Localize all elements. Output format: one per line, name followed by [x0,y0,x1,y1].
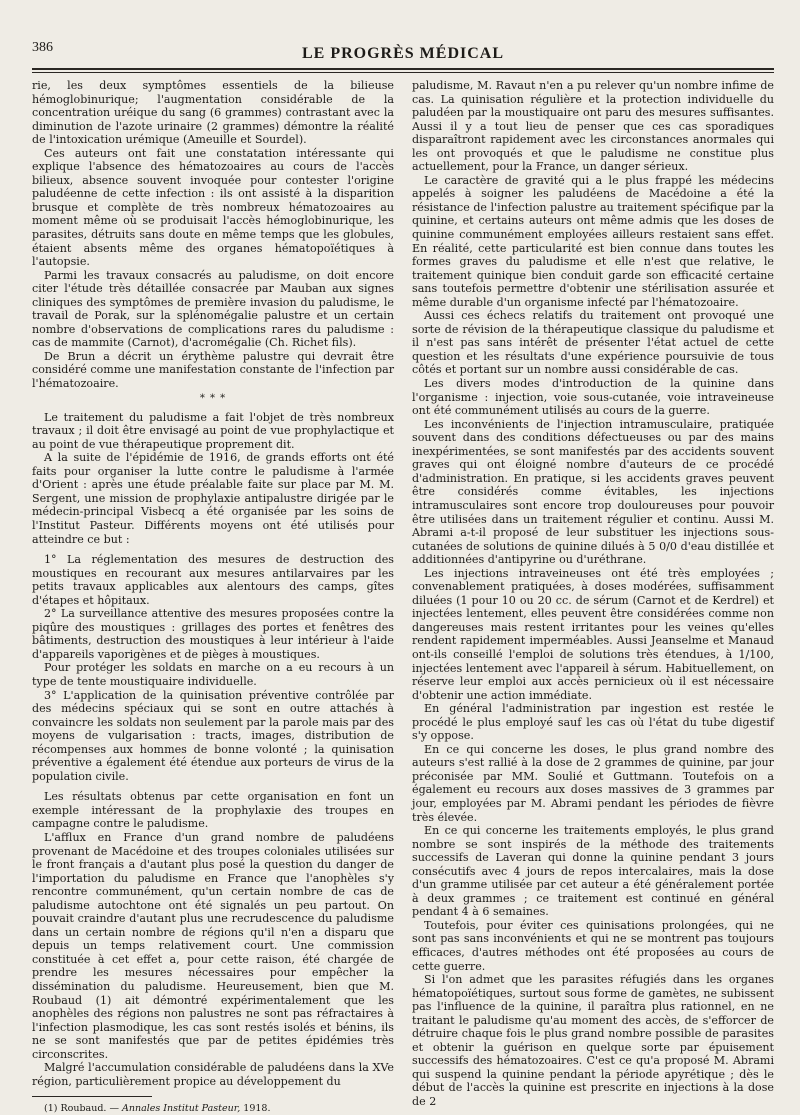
paragraph: Le traitement du paludisme a fait l'objet de très nombreux travaux ; il doit être envisagé au point de vue prophylactique et au point de vue thérapeutique proprement dit. [32,410,394,451]
paragraph: En ce qui concerne les doses, le plus grand nombre des auteurs s'est rallié à la dose de 2 grammes de quinine, par jour préconisée par MM. Soulié et Guttmann. Toutefois on a également eu recours aux doses massives de 3 grammes par jour, employées par M. Abrami pendant les périodes de fièvre très élevée. [412,742,774,824]
paragraph: Le caractère de gravité qui a le plus frappé les médecins appelés à soigner les paludéens de Macédoine a été la résistance de l'infection palustre au traitement spécifique par la quinine, et certains auteurs ont même admis que les doses de quinine communément employées ailleurs restaient sans effet. En réalité, cette particularité est bien connue dans toutes les formes graves du paludisme et elle n'est que relative, le traitement quinique bien conduit garde son efficacité certaine sans toutefois permettre d'obtenir une stérilisation assurée et même durable d'un organisme infecté par l'hématozoaire. [412,173,775,309]
paragraph: Toutefois, pour éviter ces quinisations prolongées, qui ne sont pas sans inconvénients et qui ne se montrent pas toujours efficaces, d'autres méthodes ont été proposées au cours de cette guerre. [412,918,774,973]
footnote-ref: (1) Roubaud. — [44,1103,119,1115]
right-column [412,79,774,1115]
paragraph: 3° L'application de la quinisation préventive contrôlée par des médecins spéciaux qui se sont en outre attachés à convaincre les soldats non seulement par la parole mais par des moyens de vulgarisation : tracts, images, distribution de récompenses aux hommes de bonne volonté ; la quinisation préventive a également été étendue aux porteurs de virus de la population civile. [32,688,394,783]
paragraph: Les résultats obtenus par cette organisation en font un exemple intéressant de la prophylaxie des troupes en campagne contre le paludisme. [32,790,394,831]
page-header [32,40,774,70]
left-column [32,79,394,1115]
footnote-rule [32,1096,152,1097]
paragraph: paludisme, M. Ravaut n'en a pu relever qu'un nombre infime de cas. La quinisation régulière et la protection individuelle du paludéen par la moustiquaire ont paru des mesures suffisantes. Aussi il y a tout lieu de penser que ces cas sporadiques disparaîtront rapidement avec les circonstances anormales qui les ont provoqués et que le paludisme ne constitue plus actuellement, pour la France, un danger sérieux. [412,79,774,174]
paragraph: Malgré l'accumulation considérable de paludéens dans la XVe région, particulièrement propice au développement du [32,1061,394,1088]
paragraph: Les injections intraveineuses ont été très employées ; convenablement pratiquées, à doses modérées, suffisamment diluées (1 pour 10 ou 20 cc. de sérum (Carnot et de Kerdrel) et injectées lentement, elles peuvent être considérées comme non dangereuses mais restent irritantes pour les veines qu'elles rendent rapidement imperméables. Aussi Jeanselme et Manaud ont-ils conseillé l'emploi de solutions très étendues, à 1/100, injectées lentement avec l'appareil à sérum. Habituellement, on réserve leur emploi aux accès pernicieux où il est nécessaire d'obtenir une action immédiate. [412,566,774,702]
paragraph: L'afflux en France d'un grand nombre de paludéens provenant de Macédoine et des troupes coloniales utilisées sur le front français a d'autant plus posé la question du danger de l'importation du paludisme en France que l'anophèles s'y rencontre communément, qu'un certain nombre de cas de paludisme autochtone ont été signalés un peu partout. On pouvait craindre d'autant plus une recrudescence du paludisme dans un certain nombre de régions qu'il n'en a disparu que depuis un temps relativement court. Une commission constituée à cet effet a, pour cette raison, été chargée de prendre les mesures nécessaires pour empêcher la dissémination du paludisme. Heureusement, bien que M. Roubaud (1) ait démontré expérimentalement que les anophèles des régions non palustres ne sont pas réfractaires à l'infection plasmodique, les cas sont restés isolés et bénins, ils ne se sont manifestés que par de petites épidémies très circonscrites. [32,830,394,1061]
footnote [32,1103,394,1115]
footnote-year: 1918. [243,1103,271,1115]
journal-title: LE PROGRÈS MÉDICAL [301,45,505,62]
journal-page [32,40,774,1115]
paragraph: En général l'administration par ingestion est restée le procédé le plus employé sauf les cas où l'état du tube digestif s'y oppose. [412,702,774,743]
paragraph: A la suite de l'épidémie de 1916, de grands efforts ont été faits pour organiser la lutte contre le paludisme à l'armée d'Orient : après une étude préalable faite sur place par M. M. Sergent, une mission de prophylaxie antipalustre dirigée par le médecin-principal Visbecq a été organisée par les soins de l'Institut Pasteur. Différents moyens ont été utilisés pour atteindre ce but : [32,451,394,546]
paragraph: Pour protéger les soldats en marche on a eu recours à un type de tente moustiquaire individuelle. [32,661,394,688]
paragraph: Si l'on admet que les parasites réfugiés dans les organes hématopoïétiques, surtout sous forme de gamètes, ne subissent pas l'influence de la quinine, il paraîtra plus rationnel, en ne traitant le paludisme qu'au moment des accès, de s'efforcer de détruire chaque fois le plus grand nombre possible de parasites et obtenir la guérison en quelque sorte par épuisement successifs des hématozoaires. C'est ce qu'a proposé M. Abrami qui suspend la quinine pendant la période apyrétique ; dès le début de l'accès la quinine est prescrite en injections à la dose de 2 [412,973,774,1109]
paragraph: De Brun a décrit un érythème palustre qui devrait être considéré comme une manifestation constante de l'infection par l'hématozoaire. [32,349,394,391]
paragraph: Les inconvénients de l'injection intramusculaire, pratiquée souvent dans des conditions défectueuses ou par des mains inexpérimentées, se sont manifestés par des accidents souvent graves qui ont éloigné nombre d'auteurs de ce procédé d'administration. En pratique, si les accidents graves peuvent être considérés comme évitables, les injections intramusculaires sont encore trop douloureuses pour pouvoir être utilisées dans un traitement régulier et continu. Aussi M. Abrami a-t-il proposé de leur substituer les injections sous-cutanées de solutions de quinine dilués à 5 0/0 d'eau distillée et additionnées d'antipyrine ou d'uréthrane. [412,417,774,567]
paragraph: Parmi les travaux consacrés au paludisme, on doit encore citer l'étude très détaillée consacrée par Mauban aux signes cliniques des symptômes de première invasion du paludisme, le travail de Porak, sur la splénomégalie palustre et un certain nombre d'observations de complications rares du paludisme : cas de mammite (Carnot), d'acromégalie (Ch. Richet fils). [32,268,394,350]
section-separator: * * * [199,392,227,404]
paragraph: Ces auteurs ont fait une constatation intéressante qui explique l'absence des hématozoaires au cours de l'accès bilieux, absence souvent invoquée pour contester l'origine paludéenne de cette infection : ils ont assisté à la disparition brusque et complète de très nombreux hématozoaires au moment même où se produisait l'accès hémoglobinurique, les parasites, détruits sans doute en même temps que les globules, étaient absents même des organes hématopoïétiques à l'autopsie. [32,146,394,269]
text-columns [32,79,774,1115]
paragraph: rie, les deux symptômes essentiels de la bilieuse hémoglobinurique; l'augmentation considérable de la concentration uréique du sang (6 grammes) contrastant avec la diminution de l'azote urinaire (2 grammes) démontre la réalité de l'intoxication urémique (Ameuille et Sourdel). [32,79,394,147]
paragraph: 2° La surveillance attentive des mesures proposées contre la piqûre des moustiques : grillages des portes et fenêtres des bâtiments, destruction des moustiques à leur intérieur à l'aide d'appareils vaporigènes et de pièges à moustiques. [32,607,394,661]
header-rule [32,72,774,73]
page-number: 386 [32,40,53,55]
footnote-source: Annales Institut Pasteur, [121,1103,241,1115]
paragraph: 1° La réglementation des mesures de destruction des moustiques en recourant aux mesures antilarvaires par les petits travaux applicables aux alentours des camps, gîtes d'étapes et hôpitaux. [32,553,394,607]
paragraph: Les divers modes d'introduction de la quinine dans l'organisme : injection, voie sous-cutanée, voie intraveineuse ont été communément utilisés au cours de la guerre. [412,377,774,418]
paragraph: En ce qui concerne les traitements employés, le plus grand nombre se sont inspirés de la méthode des traitements successifs de Laveran qui donne la quinine pendant 3 jours consécutifs avec 4 jours de repos intercalaires, mais la dose d'un gramme utilisée par cet auteur a été généralement portée à deux grammes ; ce traitement est continué en général pendant 4 à 6 semaines. [412,824,774,919]
paragraph: Aussi ces échecs relatifs du traitement ont provoqué une sorte de révision de la thérapeutique classique du paludisme et il n'est pas sans intérêt de présenter l'état actuel de cette question et les résultats d'une expérience poursuivie de tous côtés et portant sur un nombre aussi considérable de cas. [412,309,774,377]
